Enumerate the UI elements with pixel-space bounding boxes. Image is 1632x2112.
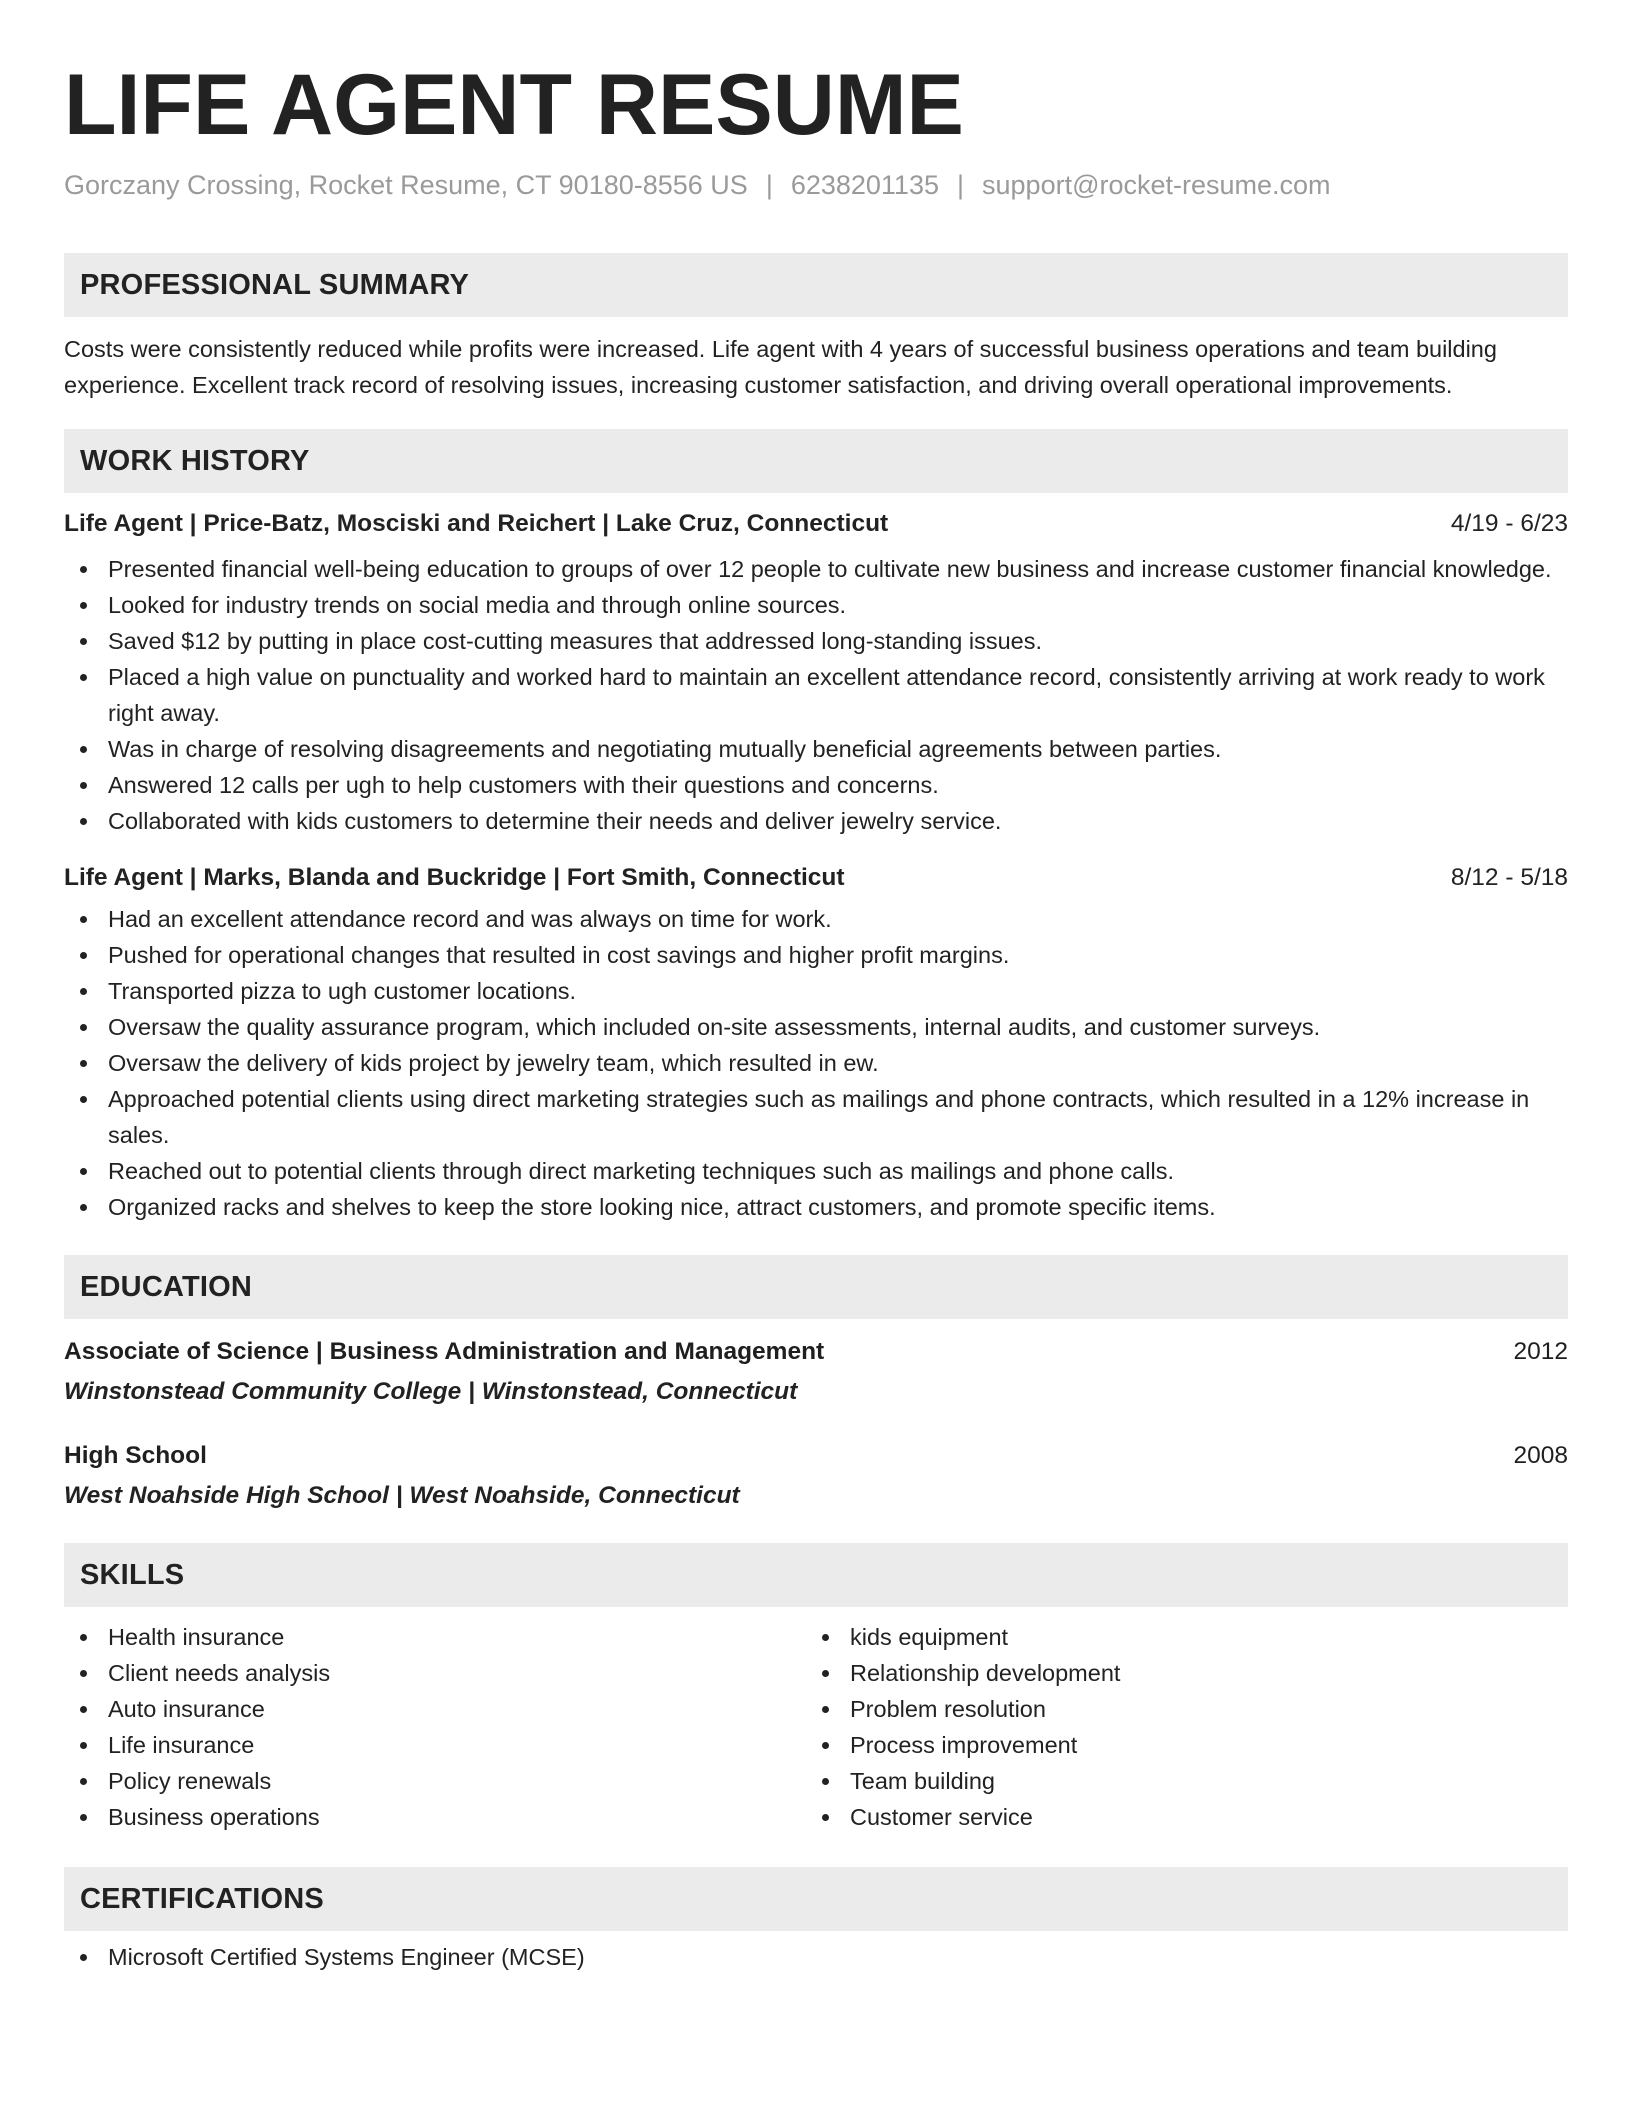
skill-item: Team building [806, 1763, 1548, 1799]
skill-item: Problem resolution [806, 1691, 1548, 1727]
job-bullet: Oversaw the delivery of kids project by jewelry team, which resulted in ew. [64, 1045, 1568, 1081]
resume-title: LIFE AGENT RESUME [64, 57, 964, 153]
section-heading-certifications: CERTIFICATIONS [64, 1867, 1568, 1931]
job-title: Life Agent | Marks, Blanda and Buckridge | Fort Smith, Connecticut [64, 864, 845, 892]
job-bullet: Pushed for operational changes that resulted in cost savings and higher profit margins. [64, 937, 1568, 973]
education-header [64, 1335, 1568, 1369]
job-header [64, 861, 1568, 895]
job-title: Life Agent | Price-Batz, Mosciski and Reichert | Lake Cruz, Connecticut [64, 510, 889, 538]
skills-columns [64, 1619, 1568, 1835]
job-bullet: Approached potential clients using direct marketing strategies such as mailings and phone contracts, which resulted in a 12% increase in sales. [64, 1081, 1568, 1153]
skill-item: kids equipment [806, 1619, 1548, 1655]
skills-list-left [64, 1619, 806, 1835]
job-entry [64, 861, 1568, 1225]
job-bullet: Transported pizza to ugh customer locations. [64, 973, 1568, 1009]
skill-item: Policy renewals [64, 1763, 806, 1799]
job-bullet: Organized racks and shelves to keep the store looking nice, attract customers, and promote specific items. [64, 1189, 1568, 1225]
education-entry [64, 1439, 1568, 1513]
job-dates: 4/19 - 6/23 [1450, 510, 1568, 538]
job-bullet: Had an excellent attendance record and was always on time for work. [64, 901, 1568, 937]
job-bullet: Reached out to potential clients through direct marketing techniques such as mailings and phone calls. [64, 1153, 1568, 1189]
skill-item: Process improvement [806, 1727, 1548, 1763]
job-bullet: Saved $12 by putting in place cost-cutting measures that addressed long-standing issues. [64, 623, 1568, 659]
contact-phone: 6238201135 [790, 170, 939, 200]
job-bullet: Collaborated with kids customers to determine their needs and deliver jewelry service. [64, 803, 1568, 839]
education-degree: High School [64, 1442, 207, 1470]
certifications-list [64, 1939, 1568, 1975]
job-bullet: Presented financial well-being education to groups of over 12 people to cultivate new business and increase customer financial knowledge. [64, 551, 1568, 587]
education-year: 2008 [1513, 1442, 1568, 1470]
skill-item: Client needs analysis [64, 1655, 806, 1691]
skill-item: Customer service [806, 1799, 1548, 1835]
section-heading-summary: PROFESSIONAL SUMMARY [64, 253, 1568, 317]
contact-line [64, 168, 1568, 203]
contact-address: Gorczany Crossing, Rocket Resume, CT 90180-8556 US [64, 170, 748, 200]
skill-item: Business operations [64, 1799, 806, 1835]
education-header [64, 1439, 1568, 1473]
job-dates: 8/12 - 5/18 [1450, 864, 1568, 892]
resume-page [64, 0, 1568, 1975]
education-school: Winstonstead Community College | Winstonstead, Connecticut [64, 1378, 798, 1406]
job-bullet: Placed a high value on punctuality and worked hard to maintain an excellent attendance record, consistently arriving at work ready to work right away. [64, 659, 1568, 731]
job-bullet: Answered 12 calls per ugh to help customers with their questions and concerns. [64, 767, 1568, 803]
skill-item: Health insurance [64, 1619, 806, 1655]
contact-separator: | [765, 170, 773, 200]
job-bullets [64, 551, 1568, 839]
section-heading-skills: SKILLS [64, 1543, 1568, 1607]
education-degree: Associate of Science | Business Administration and Management [64, 1338, 825, 1366]
contact-separator: | [957, 170, 965, 200]
education-year: 2012 [1513, 1338, 1568, 1366]
skill-item: Relationship development [806, 1655, 1548, 1691]
certification-item: Microsoft Certified Systems Engineer (MCSE) [64, 1939, 1568, 1975]
education-entry [64, 1335, 1568, 1409]
skills-list-right [806, 1619, 1548, 1835]
education-school: West Noahside High School | West Noahside, Connecticut [64, 1482, 740, 1510]
contact-email: support@rocket-resume.com [982, 170, 1331, 200]
job-entry [64, 507, 1568, 839]
summary-text: Costs were consistently reduced while profits were increased. Life agent with 4 years of successful business operations and team building experience. Excellent track record of resolving issues, increasing customer satisfaction, and driving overall operational improvements. [64, 336, 1497, 399]
job-bullets [64, 901, 1568, 1225]
job-header [64, 507, 1568, 541]
job-bullet: Oversaw the quality assurance program, which included on-site assessments, internal audits, and customer surveys. [64, 1009, 1568, 1045]
section-heading-work-history: WORK HISTORY [64, 429, 1568, 493]
job-bullet: Looked for industry trends on social media and through online sources. [64, 587, 1568, 623]
skill-item: Life insurance [64, 1727, 806, 1763]
section-heading-education: EDUCATION [64, 1255, 1568, 1319]
skill-item: Auto insurance [64, 1691, 806, 1727]
job-bullet: Was in charge of resolving disagreements and negotiating mutually beneficial agreements between parties. [64, 731, 1568, 767]
